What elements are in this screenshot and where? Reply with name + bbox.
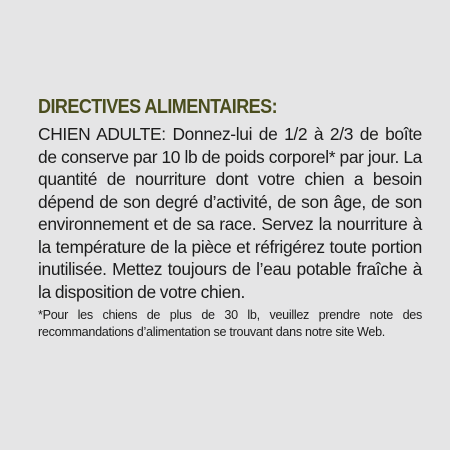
feeding-guidelines-panel bbox=[38, 96, 422, 341]
feeding-heading: DIRECTIVES ALIMENTAIRES: bbox=[38, 96, 278, 118]
feeding-footnote: *Pour les chiens de plus de 30 lb, veuillez prendre note des recommandations d’alimentation se trouvant dans notre site Web. bbox=[38, 308, 422, 339]
feeding-instructions: CHIEN ADULTE: Donnez-lui de 1/2 à 2/3 de boîte de conserve par 10 lb de poids corporel* par jour. La quantité de nourriture dont votre chien a besoin dépend de son degré d’activité, de son âge, de son environnement et de sa race. Servez la nourriture à la température de la pièce et réfrigérez toute portion inutilisée. Mettez toujours de l’eau potable fraîche à la disposition de votre chien. bbox=[38, 124, 422, 302]
